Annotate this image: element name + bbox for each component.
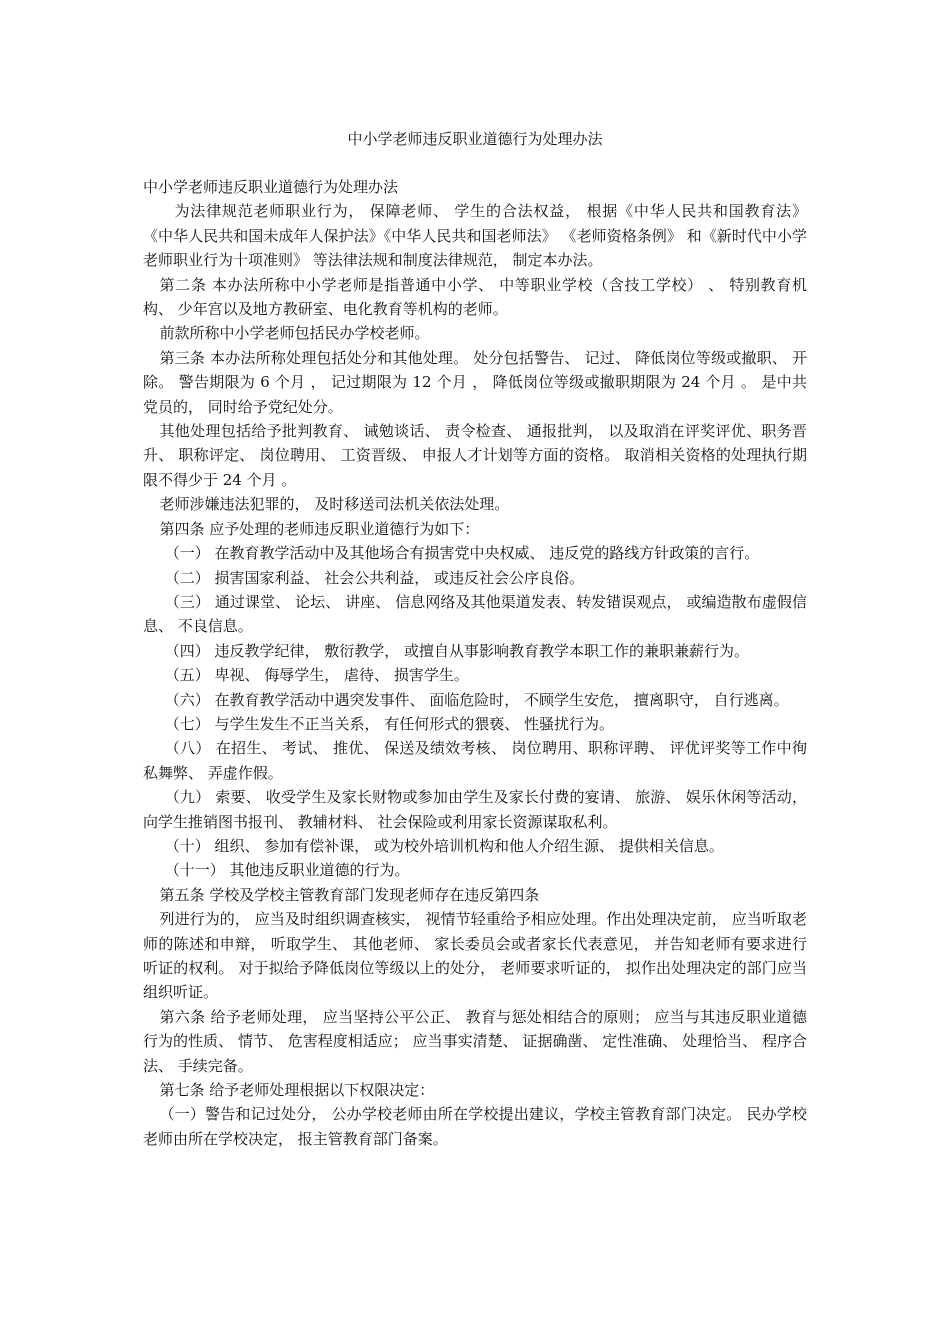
paragraph: 列进行为的， 应当及时组织调查核实， 视情节轻重给予相应处理。作出处理决定前， 应当听取老师的陈述和申辩， 听取学生、 其他老师、 家长委员会或者家长代表意见， 并告知老师有要求进行听证的权利。 对于拟给予降低岗位等级以上的处分， 老师要求听证的， 拟作出处理决定的部门应当组织听证。 bbox=[143, 910, 807, 1002]
list-item: （五） 卑视、 侮辱学生， 虐待、 损害学生。 bbox=[164, 666, 469, 685]
paragraph-article-4: 第四条 应予处理的老师违反职业道德行为如下： bbox=[159, 519, 480, 538]
paragraph-article-5: 第五条 学校及学校主管教育部门发现老师存在违反第四条 bbox=[159, 885, 540, 904]
list-item: （三） 通过课堂、 论坛、 讲座、 信息网络及其他渠道发表、转发错误观点， 或编造散布虚假信息、 不良信息。 bbox=[143, 592, 807, 636]
list-item: （一） 在教育教学活动中及其他场合有损害党中央权威、 违反党的路线方针政策的言行。 bbox=[164, 544, 760, 563]
paragraph-article-6: 第六条 给予老师处理， 应当坚持公平公正、 教育与惩处相结合的原则； 应当与其违反职业道德行为的性质、 情节、 危害程度相适应； 应当事实清楚、 证据确凿、 定性准确、 处理恰当、 程序合法、 手续完备。 bbox=[143, 1007, 807, 1075]
list-item: （十） 组织、 参加有偿补课， 或为校外培训机构和他人介绍生源、 提供相关信息。 bbox=[164, 836, 724, 855]
document-subtitle: 中小学老师违反职业道德行为处理办法 bbox=[143, 178, 399, 196]
list-item: （一）警告和记过处分， 公办学校老师由所在学校提出建议，学校主管教育部门决定。 民办学校老师由所在学校决定， 报主管教育部门备案。 bbox=[143, 1105, 807, 1148]
paragraph: 其他处理包括给予批判教育、 诫勉谈话、 责令检查、 通报批判， 以及取消在评奖评优、职务晋升、 职称评定、 岗位聘用、 工资晋级、 申报人才计划等方面的资格。 取消相关资格的处理执行期限不得少于 24 个月 。 bbox=[143, 422, 807, 489]
list-item: （四） 违反教学纪律， 敷衍教学， 或擅自从事影响教育教学本职工作的兼职兼薪行为。 bbox=[164, 641, 750, 660]
paragraph-article-2: 第二条 本办法所称中小学老师是指普通中小学、 中等职业学校（含技工学校） 、 特别教育机构、 少年宫以及地方教研室、电化教育等机构的老师。 bbox=[143, 275, 807, 319]
list-item: （十一） 其他违反职业道德的行为。 bbox=[164, 861, 410, 880]
document-body bbox=[143, 175, 807, 1151]
document-title: 中小学老师违反职业道德行为处理办法 bbox=[347, 130, 603, 148]
paragraph-preamble: 为法律规范老师职业行为， 保障老师、 学生的合法权益， 根据《中华人民共和国教育法》 《中华人民共和国未成年人保护法》《中华人民共和国老师法》 《老师资格条例》 和《新时代中小学老师职业行为十项准则》 等法律法规和制度法律规范， 制定本办法。 bbox=[143, 202, 807, 270]
list-item: （八） 在招生、 考试、 推优、 保送及绩效考核、 岗位聘用、职称评聘、 评优评奖等工作中徇私舞弊、 弄虚作假。 bbox=[143, 739, 807, 782]
list-item: （六） 在教育教学活动中遇突发事件、 面临危险时， 不顾学生安危， 擅离职守， 自行逃离。 bbox=[164, 690, 789, 709]
paragraph: 前款所称中小学老师包括民办学校老师。 bbox=[159, 324, 430, 343]
list-item: （二） 损害国家利益、 社会公共利益， 或违反社会公序良俗。 bbox=[164, 568, 585, 587]
list-item: （九） 索要、 收受学生及家长财物或参加由学生及家长付费的宴请、 旅游、 娱乐休闲等活动， 向学生推销图书报刊、 教辅材料、 社会保险或利用家长资源谋取私利。 bbox=[143, 788, 807, 831]
list-item: （七） 与学生发生不正当关系， 有任何形式的猥亵、 性骚扰行为。 bbox=[164, 714, 615, 733]
paragraph: 老师涉嫌违法犯罪的， 及时移送司法机关依法处理。 bbox=[159, 495, 510, 514]
paragraph-article-3: 第三条 本办法所称处理包括处分和其他处理。 处分包括警告、 记过、 降低岗位等级或撤职、 开除。 警告期限为 6 个月 ， 记过期限为 12 个月 ， 降低岗位等级或撤职期限为 24 个月 。 是中共党员的， 同时给予党纪处分。 bbox=[143, 348, 807, 416]
paragraph-article-7: 第七条 给予老师处理根据以下权限决定： bbox=[159, 1081, 435, 1100]
